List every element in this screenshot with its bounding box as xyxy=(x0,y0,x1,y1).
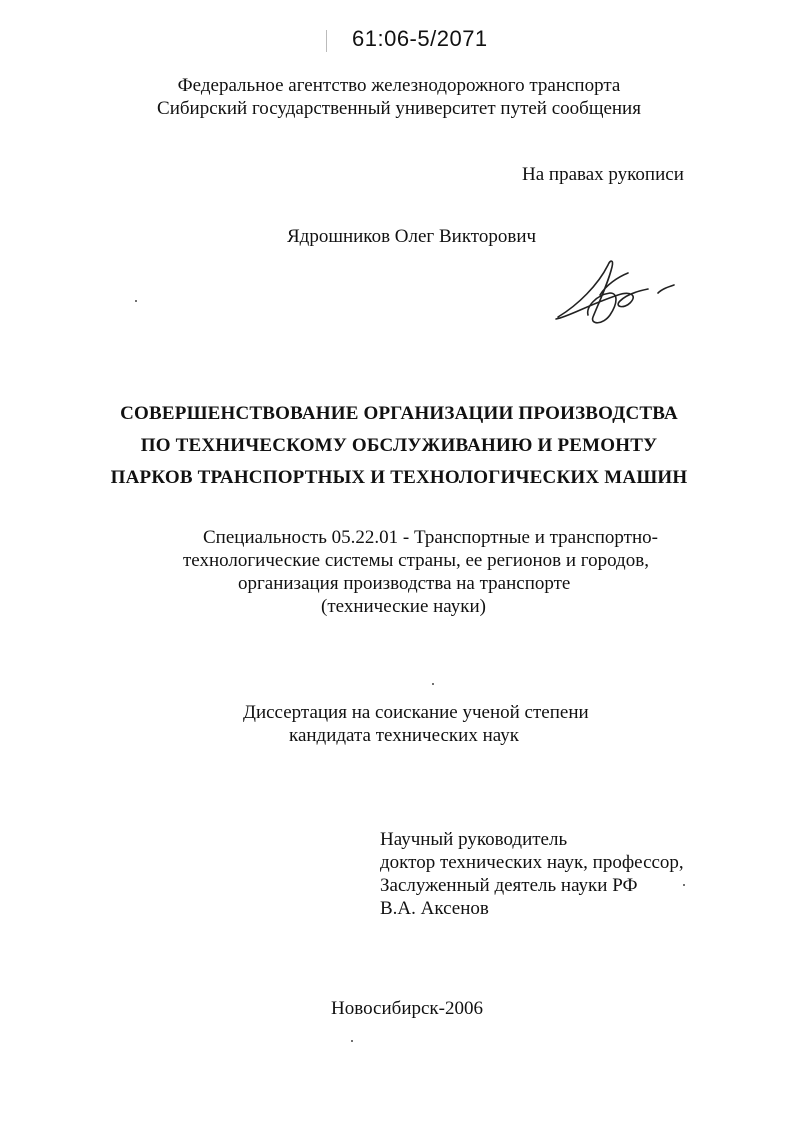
scan-speck xyxy=(683,884,685,886)
dissertation-title xyxy=(0,398,798,494)
title-line-2: ПО ТЕХНИЧЕСКОМУ ОБСЛУЖИВАНИЮ И РЕМОНТУ xyxy=(140,435,658,456)
supervisor-role: Научный руководитель xyxy=(380,829,568,850)
archive-stamp: 61:06-5/2071 xyxy=(352,26,488,51)
scan-mark xyxy=(326,30,327,52)
specialty-line-4: (технические науки) xyxy=(321,596,486,617)
manuscript-note: На правах рукописи xyxy=(522,164,684,185)
specialty-line-3: организация производства на транспорте xyxy=(238,573,571,594)
title-line-1: СОВЕРШЕНСТВОВАНИЕ ОРГАНИЗАЦИИ ПРОИЗВОДСТВА xyxy=(120,403,678,424)
supervisor-honor: Заслуженный деятель науки РФ xyxy=(380,875,638,896)
supervisor-degree: доктор технических наук, профессор, xyxy=(380,852,684,873)
author-name: Ядрошников Олег Викторович xyxy=(287,226,537,247)
scan-speck xyxy=(432,683,434,685)
signature-icon xyxy=(548,255,678,330)
organization-line-2: Сибирский государственный университет путей сообщения xyxy=(157,98,641,119)
dissertation-line-1: Диссертация на соискание ученой степени xyxy=(243,702,589,723)
supervisor-name: В.А. Аксенов xyxy=(380,898,489,919)
supervisor-block xyxy=(380,828,684,920)
scan-speck xyxy=(351,1040,353,1042)
organization-line-1: Федеральное агентство железнодорожного транспорта xyxy=(177,75,621,96)
specialty-line-1: Специальность 05.22.01 - Транспортные и транспортно- xyxy=(203,527,658,548)
scan-speck xyxy=(135,300,137,302)
city-year: Новосибирск-2006 xyxy=(331,998,483,1019)
dissertation-line-2: кандидата технических наук xyxy=(289,725,519,746)
specialty-line-2: технологические системы страны, ее регионов и городов, xyxy=(183,550,649,571)
title-line-3: ПАРКОВ ТРАНСПОРТНЫХ И ТЕХНОЛОГИЧЕСКИХ МАШИН xyxy=(110,467,688,488)
organization-block xyxy=(0,74,798,120)
